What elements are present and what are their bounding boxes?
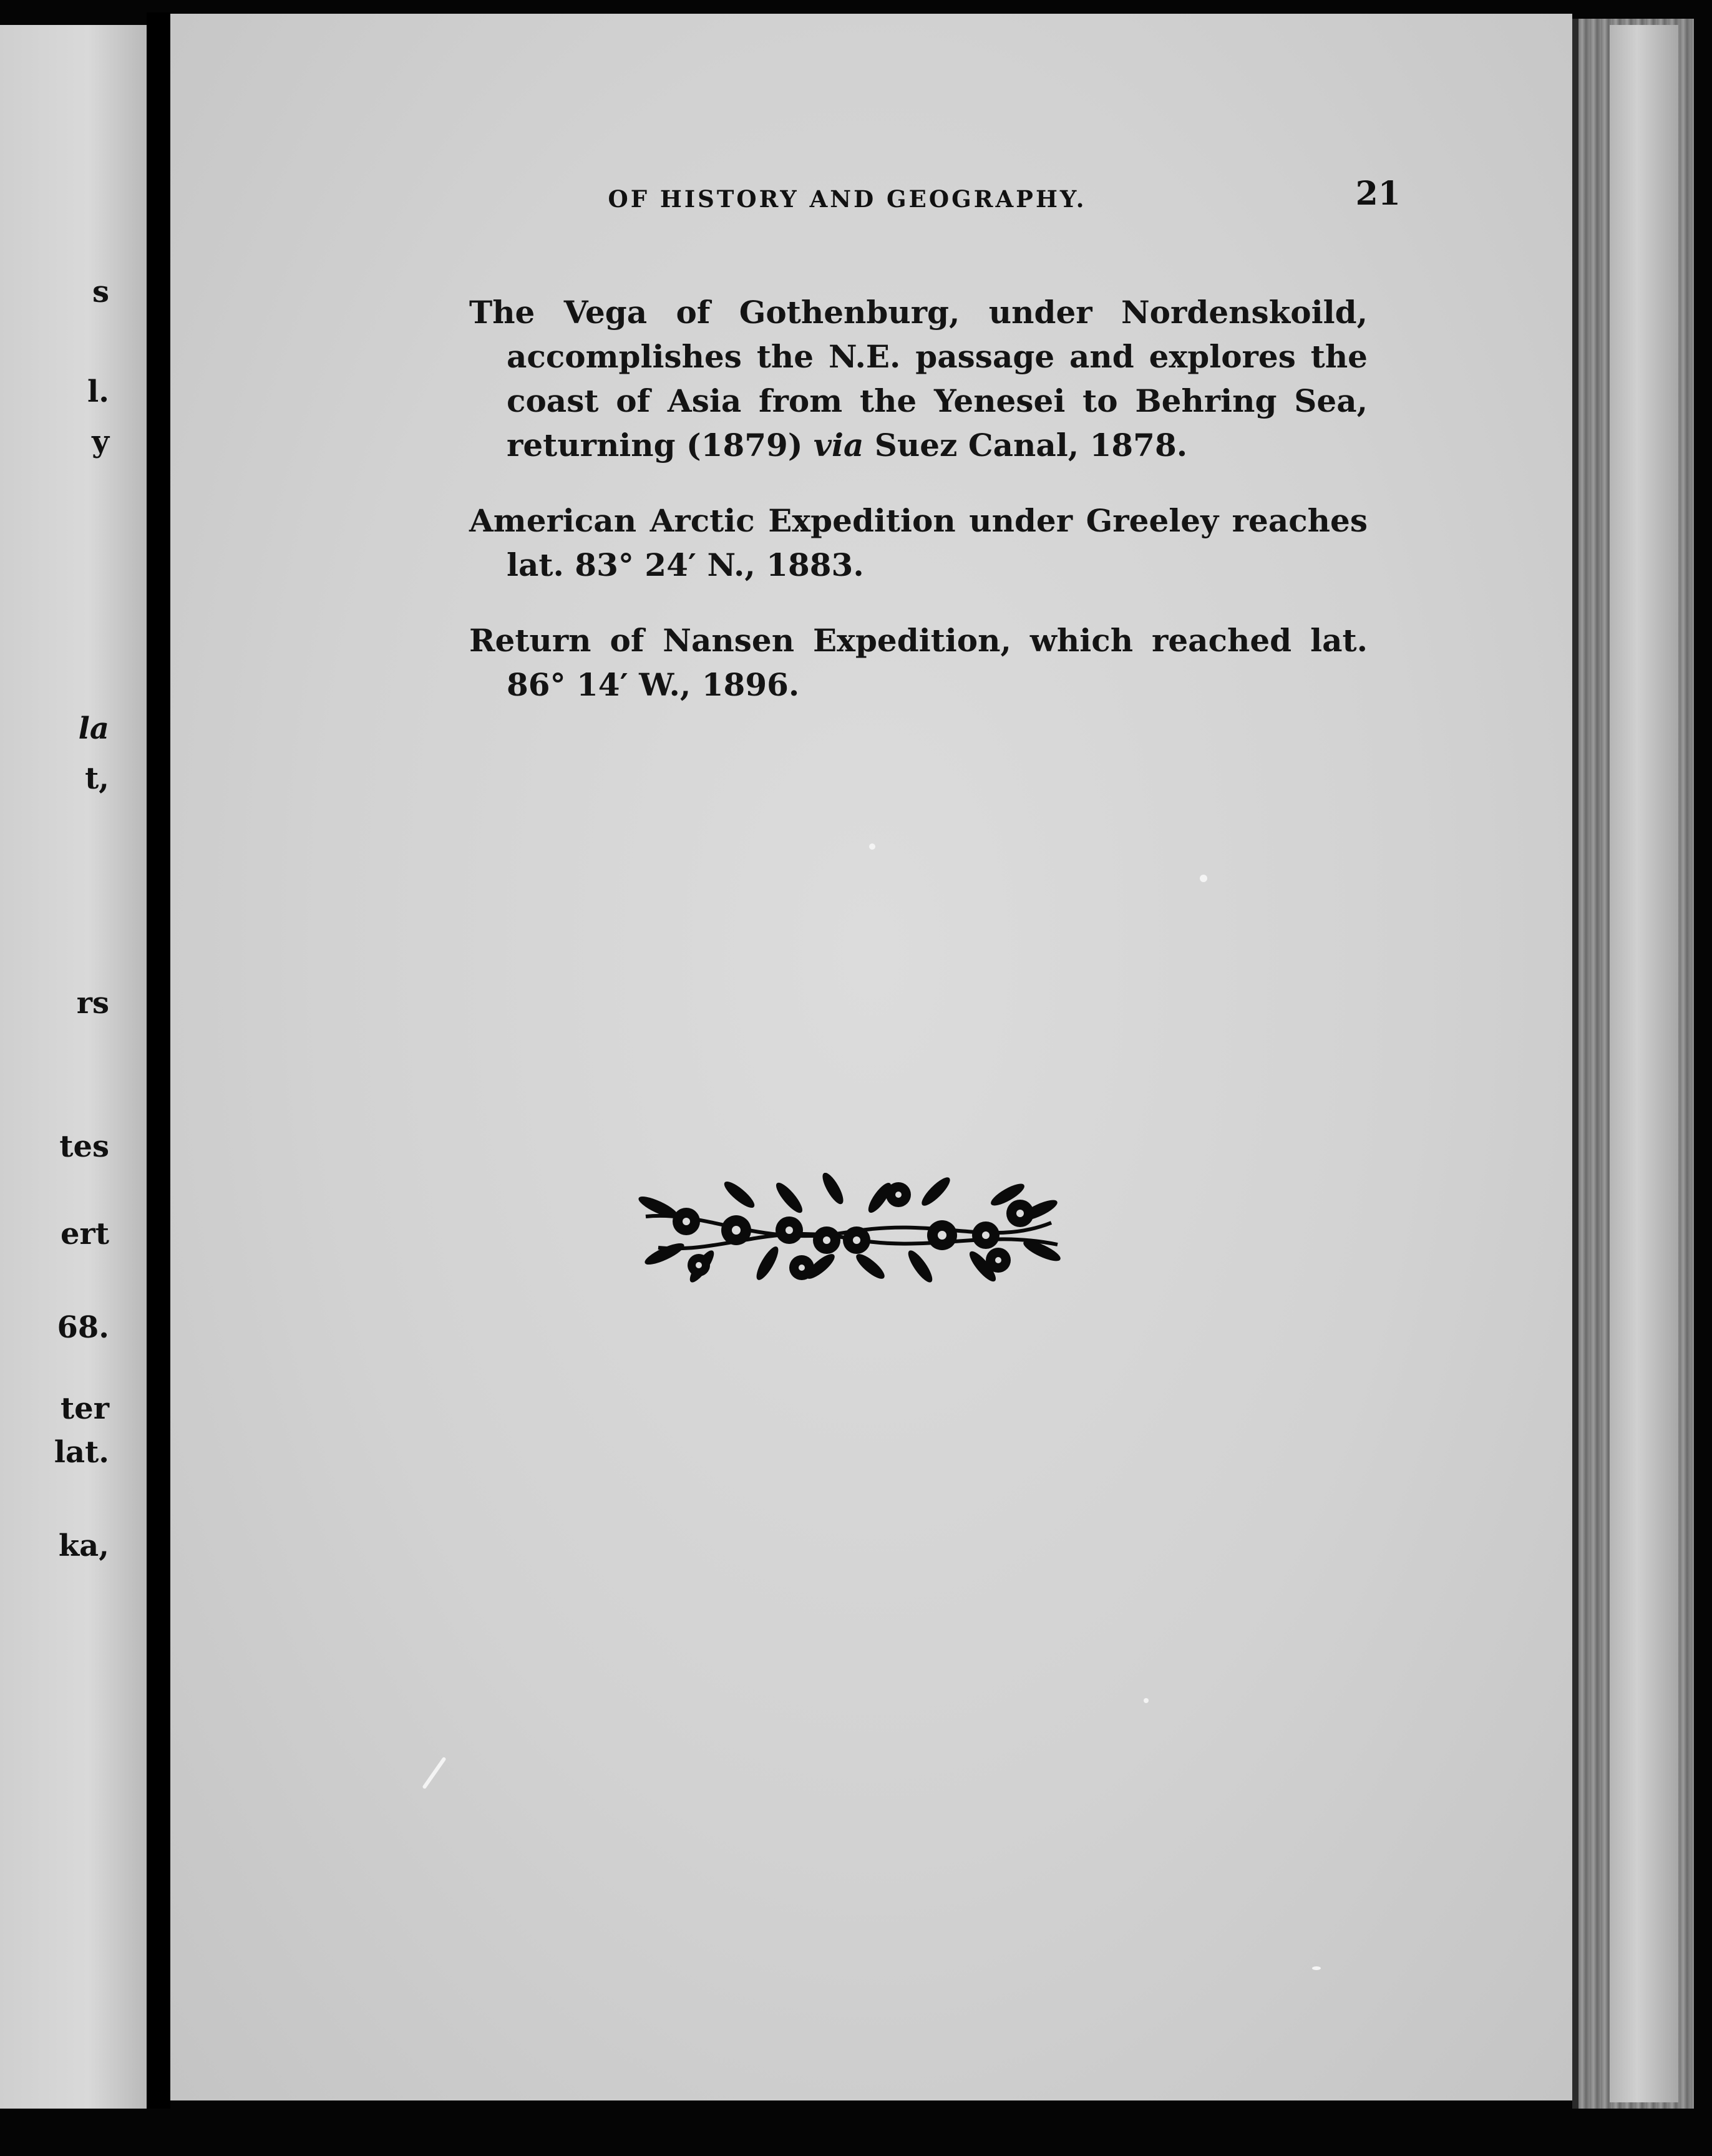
book-gutter: [147, 12, 170, 2109]
facing-page-fragment: [0, 25, 147, 2109]
fragment-5: t,: [85, 761, 109, 796]
fragment-8: ert: [61, 1216, 109, 1251]
chronology-entries: [469, 259, 1368, 707]
page-number: 21: [1355, 175, 1401, 213]
fragment-9: 68.: [57, 1310, 109, 1345]
fragment-1: s: [92, 274, 109, 309]
running-head: OF HISTORY AND GEOGRAPHY.: [608, 185, 1087, 213]
fragment-10: ter: [61, 1391, 109, 1426]
fragment-2: l.: [87, 374, 109, 409]
fragment-7: tes: [59, 1129, 109, 1164]
floral-vine-ornament: [633, 1173, 1064, 1285]
italic-word: via: [813, 427, 864, 464]
entry-vega: The Vega of Gothenburg, under Nordenskoild, accomplishes the N.E. passage and explores the coast of Asia from the Yenesei to Behring Sea, returning (1879) via Suez Canal, 1878.: [469, 294, 1368, 464]
fragment-4: la: [78, 711, 109, 746]
facing-page-text-fragments: [0, 25, 109, 2109]
page-block-edge-highlight: [1610, 25, 1678, 2102]
fragment-12: ka,: [58, 1528, 109, 1563]
entry-greeley: American Arctic Expedition under Greeley reaches lat. 83° 24′ N., 1883.: [469, 502, 1368, 583]
fragment-11: lat.: [54, 1435, 109, 1470]
entry-nansen: Return of Nansen Expedition, which reached lat. 86° 14′ W., 1896.: [469, 622, 1368, 703]
fragment-3: y: [92, 424, 109, 459]
fragment-6: rs: [76, 986, 109, 1021]
